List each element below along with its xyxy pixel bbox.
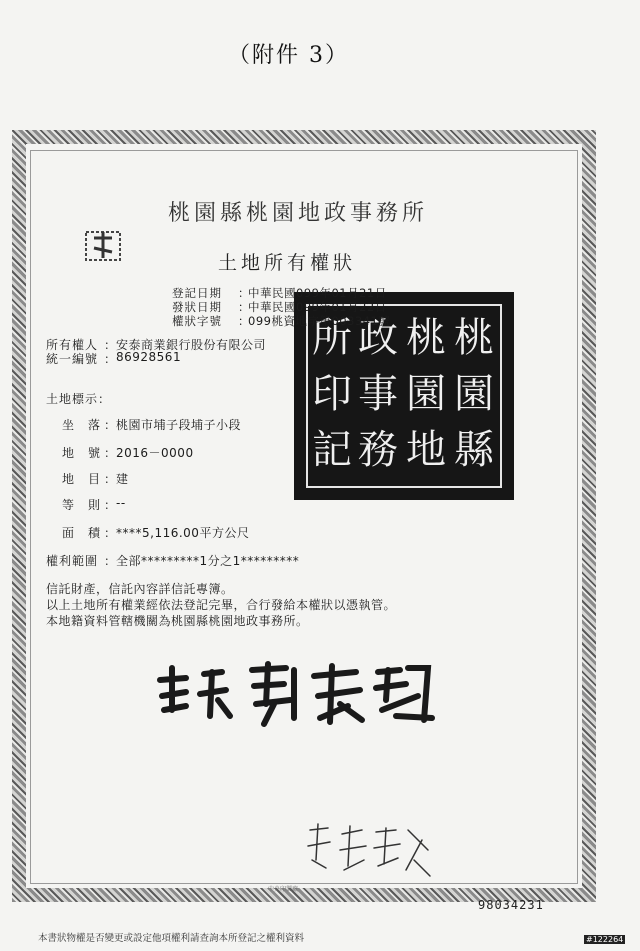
watermark-id: #122264	[586, 935, 624, 944]
issue-date-value: 中華民國099年01月22日	[248, 300, 387, 314]
printer-caption: 中央印製廠	[268, 886, 299, 893]
certificate-number-value: 099桃資地字第003341號	[248, 314, 391, 328]
land-row-label: 地 目	[62, 472, 102, 486]
seal-char: 務	[358, 427, 398, 473]
certificate-number-label: 權狀字號	[172, 314, 222, 328]
seal-char: 桃	[406, 315, 446, 361]
seal-char: 所	[312, 315, 352, 361]
land-row-label: 等 則	[62, 498, 102, 512]
land-row-label: 面 積	[62, 526, 102, 540]
footer-note: 本書狀物權是否變更或設定他項權利請查詢本所登記之權利資料	[38, 933, 305, 944]
owner-value: 安泰商業銀行股份有限公司	[116, 338, 267, 352]
seal-char: 印	[312, 371, 352, 417]
handwritten-note	[304, 820, 434, 880]
owner-label: 所有權人	[46, 338, 99, 352]
small-stamp-icon	[80, 222, 126, 268]
director-signature	[156, 660, 436, 730]
land-heading: 土地標示：	[46, 392, 112, 406]
official-seal-inner	[306, 304, 502, 488]
seal-char: 事	[358, 371, 398, 417]
land-row-value: 建	[116, 472, 129, 486]
rights-scope-label: 權利範圍	[46, 554, 99, 568]
tax-id-value: 86928561	[116, 350, 182, 364]
attachment-label: （附件 3）	[228, 43, 349, 68]
issue-date-label: 發狀日期	[172, 300, 222, 314]
land-row-value: 2016－0000	[116, 446, 194, 460]
certificate-title: 土地所有權狀	[218, 252, 357, 274]
seal-char: 桃	[454, 315, 494, 361]
note-line: 以上土地所有權業經依法登記完畢，合行發給本權狀以憑執管。	[46, 598, 397, 612]
seal-char: 縣	[454, 427, 494, 473]
land-row-value: 桃園市埔子段埔子小段	[116, 418, 242, 432]
seal-char: 園	[454, 371, 494, 417]
note-line: 信託財產，信託內容詳信託專簿。	[46, 582, 234, 596]
registration-date-value: 中華民國099年01月21日	[248, 286, 387, 300]
tax-id-label: 統一編號	[46, 352, 99, 366]
serial-number: 98034231	[478, 898, 544, 912]
seal-char: 政	[358, 315, 398, 361]
office-title: 桃園縣桃園地政事務所	[168, 201, 429, 226]
land-row-label: 坐 落	[62, 418, 102, 432]
rights-scope-value: 全部*********1分之1*********	[116, 554, 300, 568]
land-row-value: --	[116, 496, 126, 510]
seal-char: 記	[312, 427, 352, 473]
seal-char: 園	[406, 371, 446, 417]
land-row-value: ****5,116.00平方公尺	[116, 526, 250, 540]
registration-date-label: 登記日期	[172, 286, 222, 300]
note-line: 本地籍資料管轄機關為桃園縣桃園地政事務所。	[46, 614, 309, 628]
seal-char: 地	[406, 427, 446, 473]
land-row-label: 地 號	[62, 446, 102, 460]
